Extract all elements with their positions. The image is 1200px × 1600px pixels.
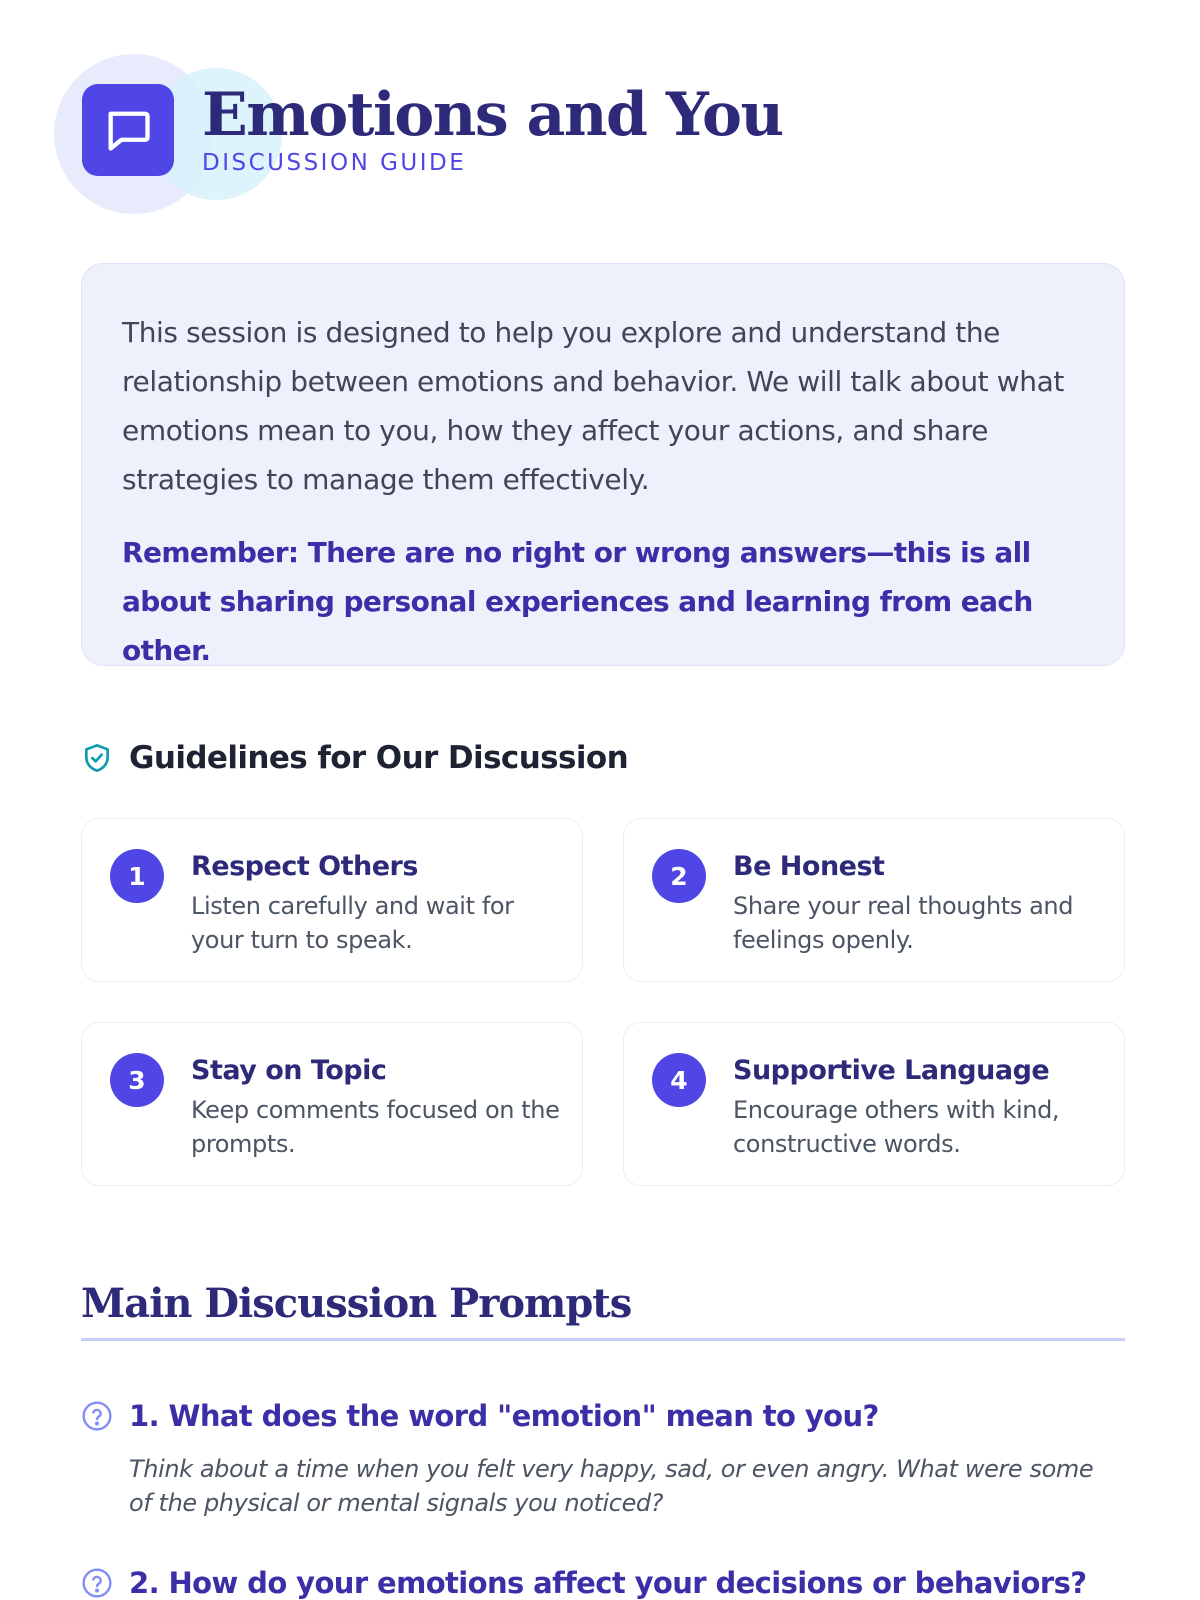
prompt-question — [81, 1563, 1086, 1600]
prompt-question-text: 2. How do your emotions affect your decisions or behaviors? — [129, 1566, 1087, 1600]
intro-card — [81, 263, 1125, 666]
prompt-question-text: 1. What does the word "emotion" mean to you? — [129, 1399, 879, 1433]
guideline-card — [623, 818, 1125, 982]
guidelines-heading — [81, 738, 628, 778]
guideline-card — [81, 818, 583, 982]
guideline-title: Be Honest — [733, 851, 885, 882]
guideline-card — [623, 1022, 1125, 1186]
header — [54, 54, 954, 214]
prompt-hint: Think about a time when you felt very happy, sad, or even angry. What were some of the physical or mental signals you noticed? — [129, 1455, 1094, 1517]
shield-check-icon — [81, 742, 113, 774]
guideline-title: Respect Others — [191, 851, 418, 882]
guideline-number: 1 — [110, 849, 164, 903]
question-circle-icon — [81, 1567, 113, 1599]
guideline-description: Encourage others with kind, constructive words. — [733, 1096, 1060, 1158]
guideline-description: Keep comments focused on the prompts. — [191, 1096, 560, 1158]
section-divider — [81, 1338, 1125, 1341]
guideline-title: Supportive Language — [733, 1055, 1050, 1086]
intro-reminder: Remember: There are no right or wrong answers—this is all about sharing personal experiences and learning from each other. — [122, 536, 1033, 667]
guideline-number: 3 — [110, 1053, 164, 1107]
question-circle-icon — [81, 1400, 113, 1432]
guideline-number: 4 — [652, 1053, 706, 1107]
prompt-question — [81, 1396, 879, 1436]
page-title: Emotions and You — [202, 80, 783, 150]
prompts-section-title: Main Discussion Prompts — [81, 1280, 632, 1327]
page-subtitle: DISCUSSION GUIDE — [202, 150, 467, 176]
guideline-title: Stay on Topic — [191, 1055, 387, 1086]
guideline-card — [81, 1022, 583, 1186]
guideline-number: 2 — [652, 849, 706, 903]
intro-text: This session is designed to help you explore and understand the relationship between emotions and behavior. We will talk about what emotions mean to you, how they affect your actions, and share strategies to manage them effectively. — [122, 316, 1064, 496]
guideline-description: Share your real thoughts and feelings openly. — [733, 892, 1074, 954]
guidelines-heading-text: Guidelines for Our Discussion — [129, 740, 629, 776]
chat-bubble-icon — [102, 104, 154, 156]
guideline-description: Listen carefully and wait for your turn to speak. — [191, 892, 514, 954]
logo-tile — [82, 84, 174, 176]
